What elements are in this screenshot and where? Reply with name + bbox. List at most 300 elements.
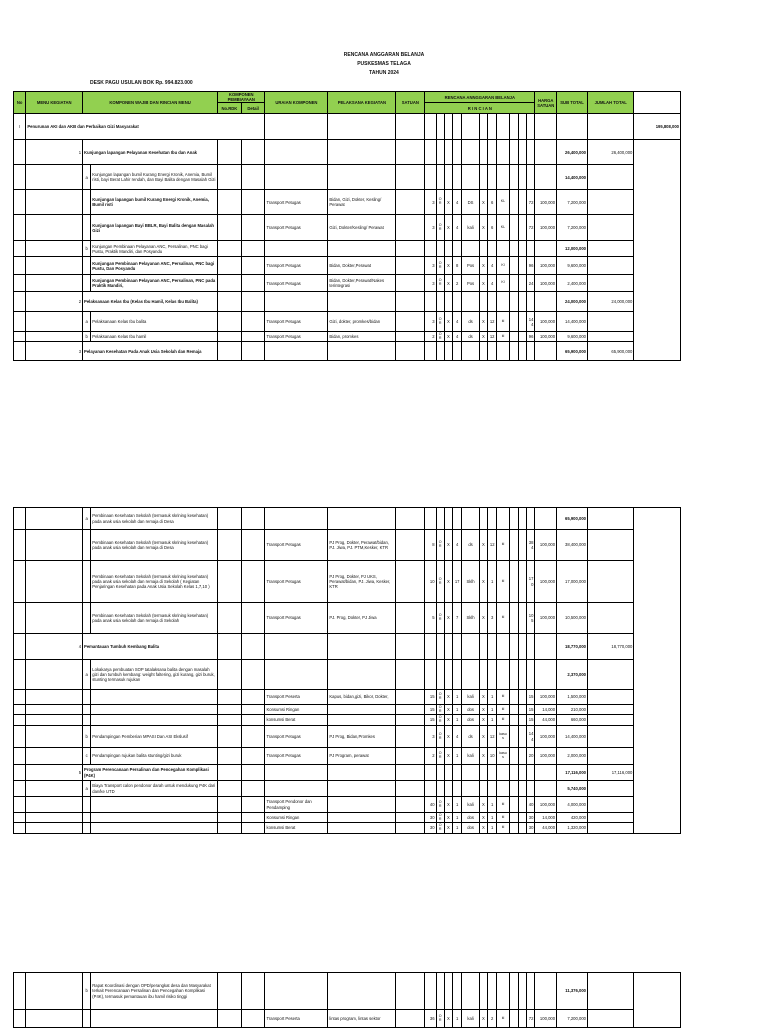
unit-times bbox=[497, 140, 509, 165]
qty-times bbox=[488, 634, 497, 660]
multiply-sign bbox=[444, 292, 452, 312]
sub-total: 420,000 bbox=[557, 813, 588, 823]
uraian-komponen: konsumsi Berat bbox=[265, 715, 328, 726]
harga-satuan: 100,000 bbox=[535, 748, 557, 765]
budget-table-part-1 bbox=[13, 91, 681, 361]
uraian-komponen: Transport Petugas bbox=[265, 530, 328, 561]
multiply-sign bbox=[444, 342, 452, 361]
item-description bbox=[91, 705, 218, 715]
jumlah-total bbox=[587, 660, 633, 690]
volume-total: 72 bbox=[527, 1010, 535, 1028]
table-row bbox=[14, 140, 681, 165]
unit-or: O R bbox=[436, 215, 444, 241]
unit-or bbox=[436, 765, 444, 781]
unit-times: kl bbox=[497, 705, 509, 715]
unit-times: kasu s bbox=[497, 726, 509, 748]
multiply-sign: X bbox=[444, 215, 452, 241]
activity-number bbox=[26, 332, 83, 342]
qty-frequency bbox=[453, 765, 462, 781]
unit-or: O R bbox=[436, 797, 444, 813]
unit-frequency: kali bbox=[462, 748, 480, 765]
qty-persons bbox=[425, 241, 436, 257]
uraian-komponen: Transport Petugas bbox=[265, 275, 328, 292]
item-description bbox=[91, 813, 218, 823]
unit-frequency: kali bbox=[462, 797, 480, 813]
qty-times bbox=[488, 292, 497, 312]
unit-or bbox=[436, 634, 444, 660]
volume-total: 30 bbox=[527, 813, 535, 823]
multiply-sign: X bbox=[444, 275, 452, 292]
activity-number bbox=[26, 508, 83, 530]
sub-total: 14,400,000 bbox=[557, 312, 588, 332]
qty-persons bbox=[425, 781, 436, 797]
pelaksana-kegiatan: PJ Program, perawat bbox=[328, 748, 396, 765]
uraian-komponen: Transport Petugas bbox=[265, 257, 328, 275]
multiply-sign: X bbox=[479, 215, 487, 241]
item-description: Kunjungan Pembinaan Pelayanan ANC, Persalinan, PNC pada Praktik Mandiri, bbox=[91, 275, 218, 292]
harga-satuan bbox=[535, 634, 557, 660]
multiply-sign: X bbox=[479, 813, 487, 823]
activity-number bbox=[26, 215, 83, 241]
unit-times: kl bbox=[497, 690, 509, 705]
sub-total: 1,320,000 bbox=[557, 823, 588, 834]
pelaksana-kegiatan bbox=[328, 634, 396, 660]
unit-times: kl bbox=[497, 561, 509, 603]
unit-times bbox=[497, 634, 509, 660]
jumlah-total: 17,116,000 bbox=[587, 765, 633, 781]
activity-title: Kunjungan lapangan Pelayanan Kesehatan Ibu dan Anak bbox=[83, 140, 218, 165]
unit-frequency: kali bbox=[462, 1010, 480, 1028]
multiply-sign: X bbox=[479, 726, 487, 748]
qty-times: 1 bbox=[488, 690, 497, 705]
harga-satuan: 100,000 bbox=[535, 561, 557, 603]
volume-total: 15 bbox=[527, 715, 535, 726]
jumlah-total bbox=[588, 165, 634, 190]
qty-times: 4 bbox=[488, 275, 497, 292]
volume-total bbox=[527, 660, 535, 690]
unit-times bbox=[497, 781, 509, 797]
qty-frequency: 1 bbox=[453, 813, 462, 823]
harga-satuan: 100,000 bbox=[535, 530, 557, 561]
multiply-sign bbox=[479, 765, 487, 781]
qty-frequency: 4 bbox=[453, 312, 462, 332]
budget-year: TAHUN 2024 bbox=[369, 70, 399, 76]
table-row bbox=[14, 292, 681, 312]
jumlah-total bbox=[587, 973, 633, 1010]
qty-times: 1 bbox=[488, 561, 497, 603]
table-row bbox=[14, 332, 681, 342]
sub-total: 24,000,000 bbox=[557, 292, 588, 312]
unit-times bbox=[497, 241, 509, 257]
multiply-sign: X bbox=[479, 797, 487, 813]
qty-frequency: 4 bbox=[453, 215, 462, 241]
uraian-komponen: Konsumsi Ringan bbox=[265, 705, 328, 715]
unit-times bbox=[497, 342, 509, 361]
sub-total: 9,600,000 bbox=[557, 332, 588, 342]
unit-frequency bbox=[462, 165, 480, 190]
table-row bbox=[14, 530, 681, 561]
harga-satuan: 100,000 bbox=[535, 215, 557, 241]
sub-total: 12,000,000 bbox=[557, 241, 588, 257]
sub-activity-title: Biaya Transport calon pendonor darah untuk mendukung P4K dari dan/ke UTD bbox=[91, 781, 218, 797]
unit-times bbox=[497, 973, 509, 1010]
multiply-sign: X bbox=[444, 726, 452, 748]
uraian-komponen: Transport Petugas bbox=[265, 312, 328, 332]
activity-number bbox=[26, 312, 83, 332]
unit-frequency bbox=[462, 292, 480, 312]
qty-persons bbox=[425, 508, 436, 530]
table-row bbox=[14, 813, 681, 823]
unit-or: O R bbox=[436, 726, 444, 748]
multiply-sign: X bbox=[444, 603, 452, 634]
qty-times: 1 bbox=[488, 813, 497, 823]
volume-total bbox=[527, 165, 535, 190]
unit-or bbox=[436, 165, 444, 190]
table-row bbox=[14, 715, 681, 726]
sub-total: 7,200,000 bbox=[557, 215, 588, 241]
qty-persons bbox=[425, 292, 436, 312]
harga-satuan bbox=[535, 508, 557, 530]
activity-number bbox=[26, 705, 83, 715]
table-row bbox=[14, 973, 681, 1010]
item-description: Pelaksanaan Kelas Ibu hamil bbox=[91, 332, 218, 342]
multiply-sign: X bbox=[479, 715, 487, 726]
multiply-sign: X bbox=[444, 705, 452, 715]
table-row bbox=[14, 342, 681, 361]
unit-frequency: dos bbox=[462, 705, 480, 715]
pelaksana-kegiatan bbox=[328, 165, 396, 190]
multiply-sign bbox=[479, 660, 487, 690]
uraian-komponen bbox=[265, 660, 328, 690]
pelaksana-kegiatan bbox=[328, 705, 396, 715]
jumlah-total bbox=[587, 715, 633, 726]
activity-number bbox=[26, 973, 83, 1010]
uraian-komponen: konsumsi Berat bbox=[265, 823, 328, 834]
jumlah-total bbox=[587, 603, 633, 634]
activity-number bbox=[26, 823, 83, 834]
qty-persons bbox=[425, 165, 436, 190]
qty-times: 1 bbox=[488, 705, 497, 715]
multiply-sign: X bbox=[479, 823, 487, 834]
uraian-komponen bbox=[265, 241, 328, 257]
pelaksana-kegiatan bbox=[328, 765, 396, 781]
qty-frequency: 4 bbox=[453, 332, 462, 342]
item-letter: a bbox=[83, 660, 91, 690]
qty-frequency: 2 bbox=[453, 275, 462, 292]
volume-total bbox=[527, 973, 535, 1010]
sub-total: 660,000 bbox=[557, 715, 588, 726]
sub-total bbox=[588, 114, 634, 140]
unit-times: kl bbox=[497, 813, 509, 823]
uraian-komponen: Transport Petugas bbox=[265, 603, 328, 634]
qty-frequency bbox=[453, 241, 462, 257]
qty-times: 6 bbox=[488, 215, 497, 241]
qty-frequency bbox=[453, 292, 462, 312]
qty-times bbox=[488, 765, 497, 781]
qty-persons: 15 bbox=[425, 715, 436, 726]
unit-times: kl bbox=[497, 715, 509, 726]
volume-total bbox=[527, 634, 535, 660]
unit-frequency: dos bbox=[462, 823, 480, 834]
activity-title: Pelayanan Kesehatan Pada Anak Usia Sekolah dan Remaja bbox=[83, 342, 218, 361]
qty-persons: 8 bbox=[425, 530, 436, 561]
activity-number bbox=[26, 603, 83, 634]
sub-activity-title: Kunjungan Pembinaan Pelayanan ANC, Persalinan, PNC bagi Pustu, Praktik Mandiri, dan Posyandu bbox=[91, 241, 218, 257]
harga-satuan: 100,000 bbox=[535, 312, 557, 332]
qty-frequency: 8 bbox=[453, 257, 462, 275]
uraian-komponen: Transport Petugas bbox=[265, 748, 328, 765]
activity-number: 5 bbox=[26, 765, 83, 781]
item-letter: b bbox=[83, 332, 91, 342]
item-letter: a bbox=[83, 781, 91, 797]
activity-number bbox=[26, 797, 83, 813]
unit-or: O R bbox=[436, 332, 444, 342]
table-row bbox=[14, 748, 681, 765]
jumlah-total bbox=[587, 781, 633, 797]
pelaksana-kegiatan bbox=[328, 241, 396, 257]
item-letter bbox=[83, 190, 91, 215]
volume-total: 144 bbox=[527, 726, 535, 748]
uraian-komponen: Transport Petugas bbox=[265, 726, 328, 748]
qty-frequency: 1 bbox=[453, 748, 462, 765]
table-row bbox=[14, 508, 681, 530]
qty-times: 6 bbox=[488, 190, 497, 215]
jumlah-total bbox=[588, 332, 634, 342]
qty-frequency: 1 bbox=[453, 690, 462, 705]
unit-or: O R bbox=[436, 715, 444, 726]
jumlah-total bbox=[587, 1010, 633, 1028]
table-row bbox=[14, 241, 681, 257]
unit-times: KL bbox=[497, 190, 509, 215]
sub-total: 9,600,000 bbox=[557, 257, 588, 275]
col-rencana-anggaran: RENCANA ANNGGARAN BELANJA bbox=[425, 92, 535, 103]
activity-number: 3 bbox=[26, 342, 83, 361]
table-row bbox=[14, 215, 681, 241]
qty-frequency bbox=[453, 634, 462, 660]
table-row bbox=[14, 1010, 681, 1028]
harga-satuan: 100,000 bbox=[535, 275, 557, 292]
qty-times bbox=[488, 342, 497, 361]
jumlah-total bbox=[588, 257, 634, 275]
qty-frequency: 7 bbox=[453, 603, 462, 634]
sub-total: 65,900,000 bbox=[557, 342, 588, 361]
item-letter bbox=[83, 561, 91, 603]
multiply-sign: X bbox=[479, 530, 487, 561]
harga-satuan: 14,000 bbox=[535, 813, 557, 823]
multiply-sign: X bbox=[444, 190, 452, 215]
table-row bbox=[14, 257, 681, 275]
unit-times: kl bbox=[497, 530, 509, 561]
qty-times: 12 bbox=[488, 530, 497, 561]
volume-total: 384 bbox=[527, 530, 535, 561]
volume-total: 40 bbox=[527, 797, 535, 813]
sub-activity-title: Pembinaan Kesehatan Sekolah (termasuk skrining kesehatan) pada anak usia sekolah dan remaja di Desa bbox=[91, 508, 218, 530]
harga-satuan: 100,000 bbox=[535, 603, 557, 634]
sub-total: 2,000,000 bbox=[557, 748, 588, 765]
qty-persons: 2 bbox=[425, 332, 436, 342]
jumlah-total: 65,900,000 bbox=[588, 342, 634, 361]
multiply-sign: X bbox=[444, 561, 452, 603]
sub-total: 11,376,000 bbox=[557, 973, 588, 1010]
item-letter: a bbox=[83, 508, 91, 530]
unit-times bbox=[497, 508, 509, 530]
activity-number bbox=[26, 690, 83, 705]
multiply-sign bbox=[479, 634, 487, 660]
uraian-komponen: Transport Peserta bbox=[265, 690, 328, 705]
item-letter: b bbox=[83, 973, 91, 1010]
unit-or: O R bbox=[436, 603, 444, 634]
multiply-sign bbox=[479, 973, 487, 1010]
jumlah-total bbox=[587, 813, 633, 823]
unit-or bbox=[436, 781, 444, 797]
multiply-sign: X bbox=[479, 748, 487, 765]
harga-satuan: 100,000 bbox=[535, 797, 557, 813]
jumlah-total: 24,000,000 bbox=[588, 292, 634, 312]
volume-total: 20 bbox=[527, 748, 535, 765]
item-letter bbox=[83, 603, 91, 634]
item-letter bbox=[83, 797, 91, 813]
puskesmas-name: PUSKESMAS TELAGA bbox=[357, 61, 411, 67]
unit-or: O R bbox=[436, 823, 444, 834]
volume-total: 96 bbox=[527, 257, 535, 275]
qty-persons: 3 bbox=[425, 275, 436, 292]
multiply-sign: X bbox=[444, 797, 452, 813]
unit-times: kl bbox=[497, 1010, 509, 1028]
budget-title: RENCANA ANGGARAN BELANJA bbox=[343, 52, 425, 58]
multiply-sign bbox=[444, 241, 452, 257]
pelaksana-kegiatan: lintas program, lintas sektor bbox=[328, 1010, 396, 1028]
qty-persons: 3 bbox=[425, 215, 436, 241]
jumlah-total bbox=[587, 748, 633, 765]
multiply-sign bbox=[444, 165, 452, 190]
uraian-komponen: Transport Petugas bbox=[265, 332, 328, 342]
sub-total: 7,200,000 bbox=[557, 190, 588, 215]
pelaksana-kegiatan bbox=[328, 140, 396, 165]
qty-persons: 15 bbox=[425, 705, 436, 715]
qty-times bbox=[488, 973, 497, 1010]
jumlah-total bbox=[588, 190, 634, 215]
unit-frequency: Pos bbox=[462, 257, 480, 275]
multiply-sign: X bbox=[479, 332, 487, 342]
sub-total: 26,400,000 bbox=[557, 140, 588, 165]
item-description: Kunjungan lapangan Bayi BBLR, Bayi Balita dengan Masalah Gizi bbox=[91, 215, 218, 241]
jumlah-total bbox=[588, 215, 634, 241]
unit-or: O R bbox=[436, 530, 444, 561]
qty-persons: 5 bbox=[425, 603, 436, 634]
qty-frequency: 1 bbox=[453, 715, 462, 726]
unit-times bbox=[497, 660, 509, 690]
activity-number bbox=[26, 561, 83, 603]
activity-number bbox=[26, 241, 83, 257]
multiply-sign: X bbox=[444, 257, 452, 275]
qty-persons: 30 bbox=[425, 823, 436, 834]
qty-persons bbox=[425, 634, 436, 660]
harga-satuan bbox=[535, 292, 557, 312]
qty-persons bbox=[425, 342, 436, 361]
col-uraian-komponen: URAIAN KOMPONEN bbox=[265, 92, 328, 114]
qty-times: 10 bbox=[488, 748, 497, 765]
multiply-sign bbox=[444, 634, 452, 660]
sub-activity-title: Rapat Koordinasi dengan OPD/perangkat desa dan Masyarakat terkait Perencanaan Persalinan dan Pencegahan Komplikasi (P4K), termasuk pemantauan ibu hamil risiko tinggi bbox=[91, 973, 218, 1010]
pelaksana-kegiatan bbox=[328, 823, 396, 834]
qty-persons: 30 bbox=[425, 813, 436, 823]
qty-frequency bbox=[453, 165, 462, 190]
qty-persons bbox=[425, 973, 436, 1010]
unit-or: O R bbox=[436, 257, 444, 275]
multiply-sign: X bbox=[444, 690, 452, 705]
qty-persons bbox=[425, 765, 436, 781]
harga-satuan: 100,000 bbox=[535, 190, 557, 215]
unit-frequency bbox=[462, 765, 480, 781]
activity-number bbox=[26, 1010, 83, 1028]
harga-satuan bbox=[535, 765, 557, 781]
jumlah-total bbox=[588, 241, 634, 257]
sub-total: 18,770,000 bbox=[557, 634, 588, 660]
unit-frequency: dos bbox=[462, 813, 480, 823]
unit-times: kl bbox=[497, 797, 509, 813]
item-letter: b bbox=[83, 241, 91, 257]
unit-frequency: DS bbox=[462, 190, 480, 215]
unit-frequency bbox=[462, 781, 480, 797]
unit-times: KL bbox=[497, 215, 509, 241]
volume-total: 24 bbox=[527, 275, 535, 292]
unit-times: Kl bbox=[497, 257, 509, 275]
multiply-sign bbox=[444, 973, 452, 1010]
unit-or bbox=[436, 508, 444, 530]
jumlah-total: 26,400,000 bbox=[588, 140, 634, 165]
unit-or bbox=[436, 342, 444, 361]
sub-total: 38,400,000 bbox=[557, 530, 588, 561]
multiply-sign bbox=[444, 140, 452, 165]
col-no-rdk: No.RDK bbox=[218, 103, 242, 114]
harga-satuan: 100,000 bbox=[535, 1010, 557, 1028]
uraian-komponen bbox=[265, 165, 328, 190]
sub-total: 10,500,000 bbox=[557, 603, 588, 634]
unit-times bbox=[497, 292, 509, 312]
col-komponen-wajib: KOMPONEN WAJIB DAN RINCIAN MENU bbox=[83, 92, 218, 114]
unit-frequency: Sklh bbox=[462, 603, 480, 634]
qty-frequency: 1 bbox=[453, 705, 462, 715]
item-description: Pembinaan Kesehatan Sekolah (termasuk skrining kesehatan) pada anak usia sekolah dan remaja di Desa bbox=[91, 530, 218, 561]
sub-total: 210,000 bbox=[557, 705, 588, 715]
activity-title: Pemantauan Tumbuh Kembang Balita bbox=[83, 634, 218, 660]
jumlah-total bbox=[587, 797, 633, 813]
unit-frequency bbox=[462, 660, 480, 690]
multiply-sign bbox=[479, 241, 487, 257]
unit-frequency bbox=[462, 508, 480, 530]
qty-times: 12 bbox=[488, 312, 497, 332]
item-letter bbox=[83, 1010, 91, 1028]
uraian-komponen: Transport Petugas bbox=[265, 215, 328, 241]
item-letter: a bbox=[83, 165, 91, 190]
harga-satuan bbox=[535, 781, 557, 797]
unit-or bbox=[436, 140, 444, 165]
sub-total: 17,116,000 bbox=[557, 765, 588, 781]
col-harga-satuan: HARGA SATUAN bbox=[535, 92, 557, 114]
item-letter bbox=[83, 257, 91, 275]
activity-number bbox=[26, 781, 83, 797]
item-letter bbox=[83, 215, 91, 241]
uraian-komponen bbox=[265, 292, 328, 312]
sub-total: 17,000,000 bbox=[557, 561, 588, 603]
unit-frequency: ds bbox=[462, 312, 480, 332]
item-description bbox=[91, 690, 218, 705]
sub-total: 5,740,000 bbox=[557, 781, 588, 797]
pelaksana-kegiatan: PJ Prog, Dokter, Perawat/bidan, PJ. Jiwa, PJ. PTM,Kesker, KTR bbox=[328, 530, 396, 561]
harga-satuan: 100,000 bbox=[535, 690, 557, 705]
item-description: Pembinaan Kesehatan Sekolah (termasuk skrining kesehatan) pada anak usia sekolah dan remaja di Sekolah bbox=[91, 603, 218, 634]
table-row bbox=[14, 765, 681, 781]
